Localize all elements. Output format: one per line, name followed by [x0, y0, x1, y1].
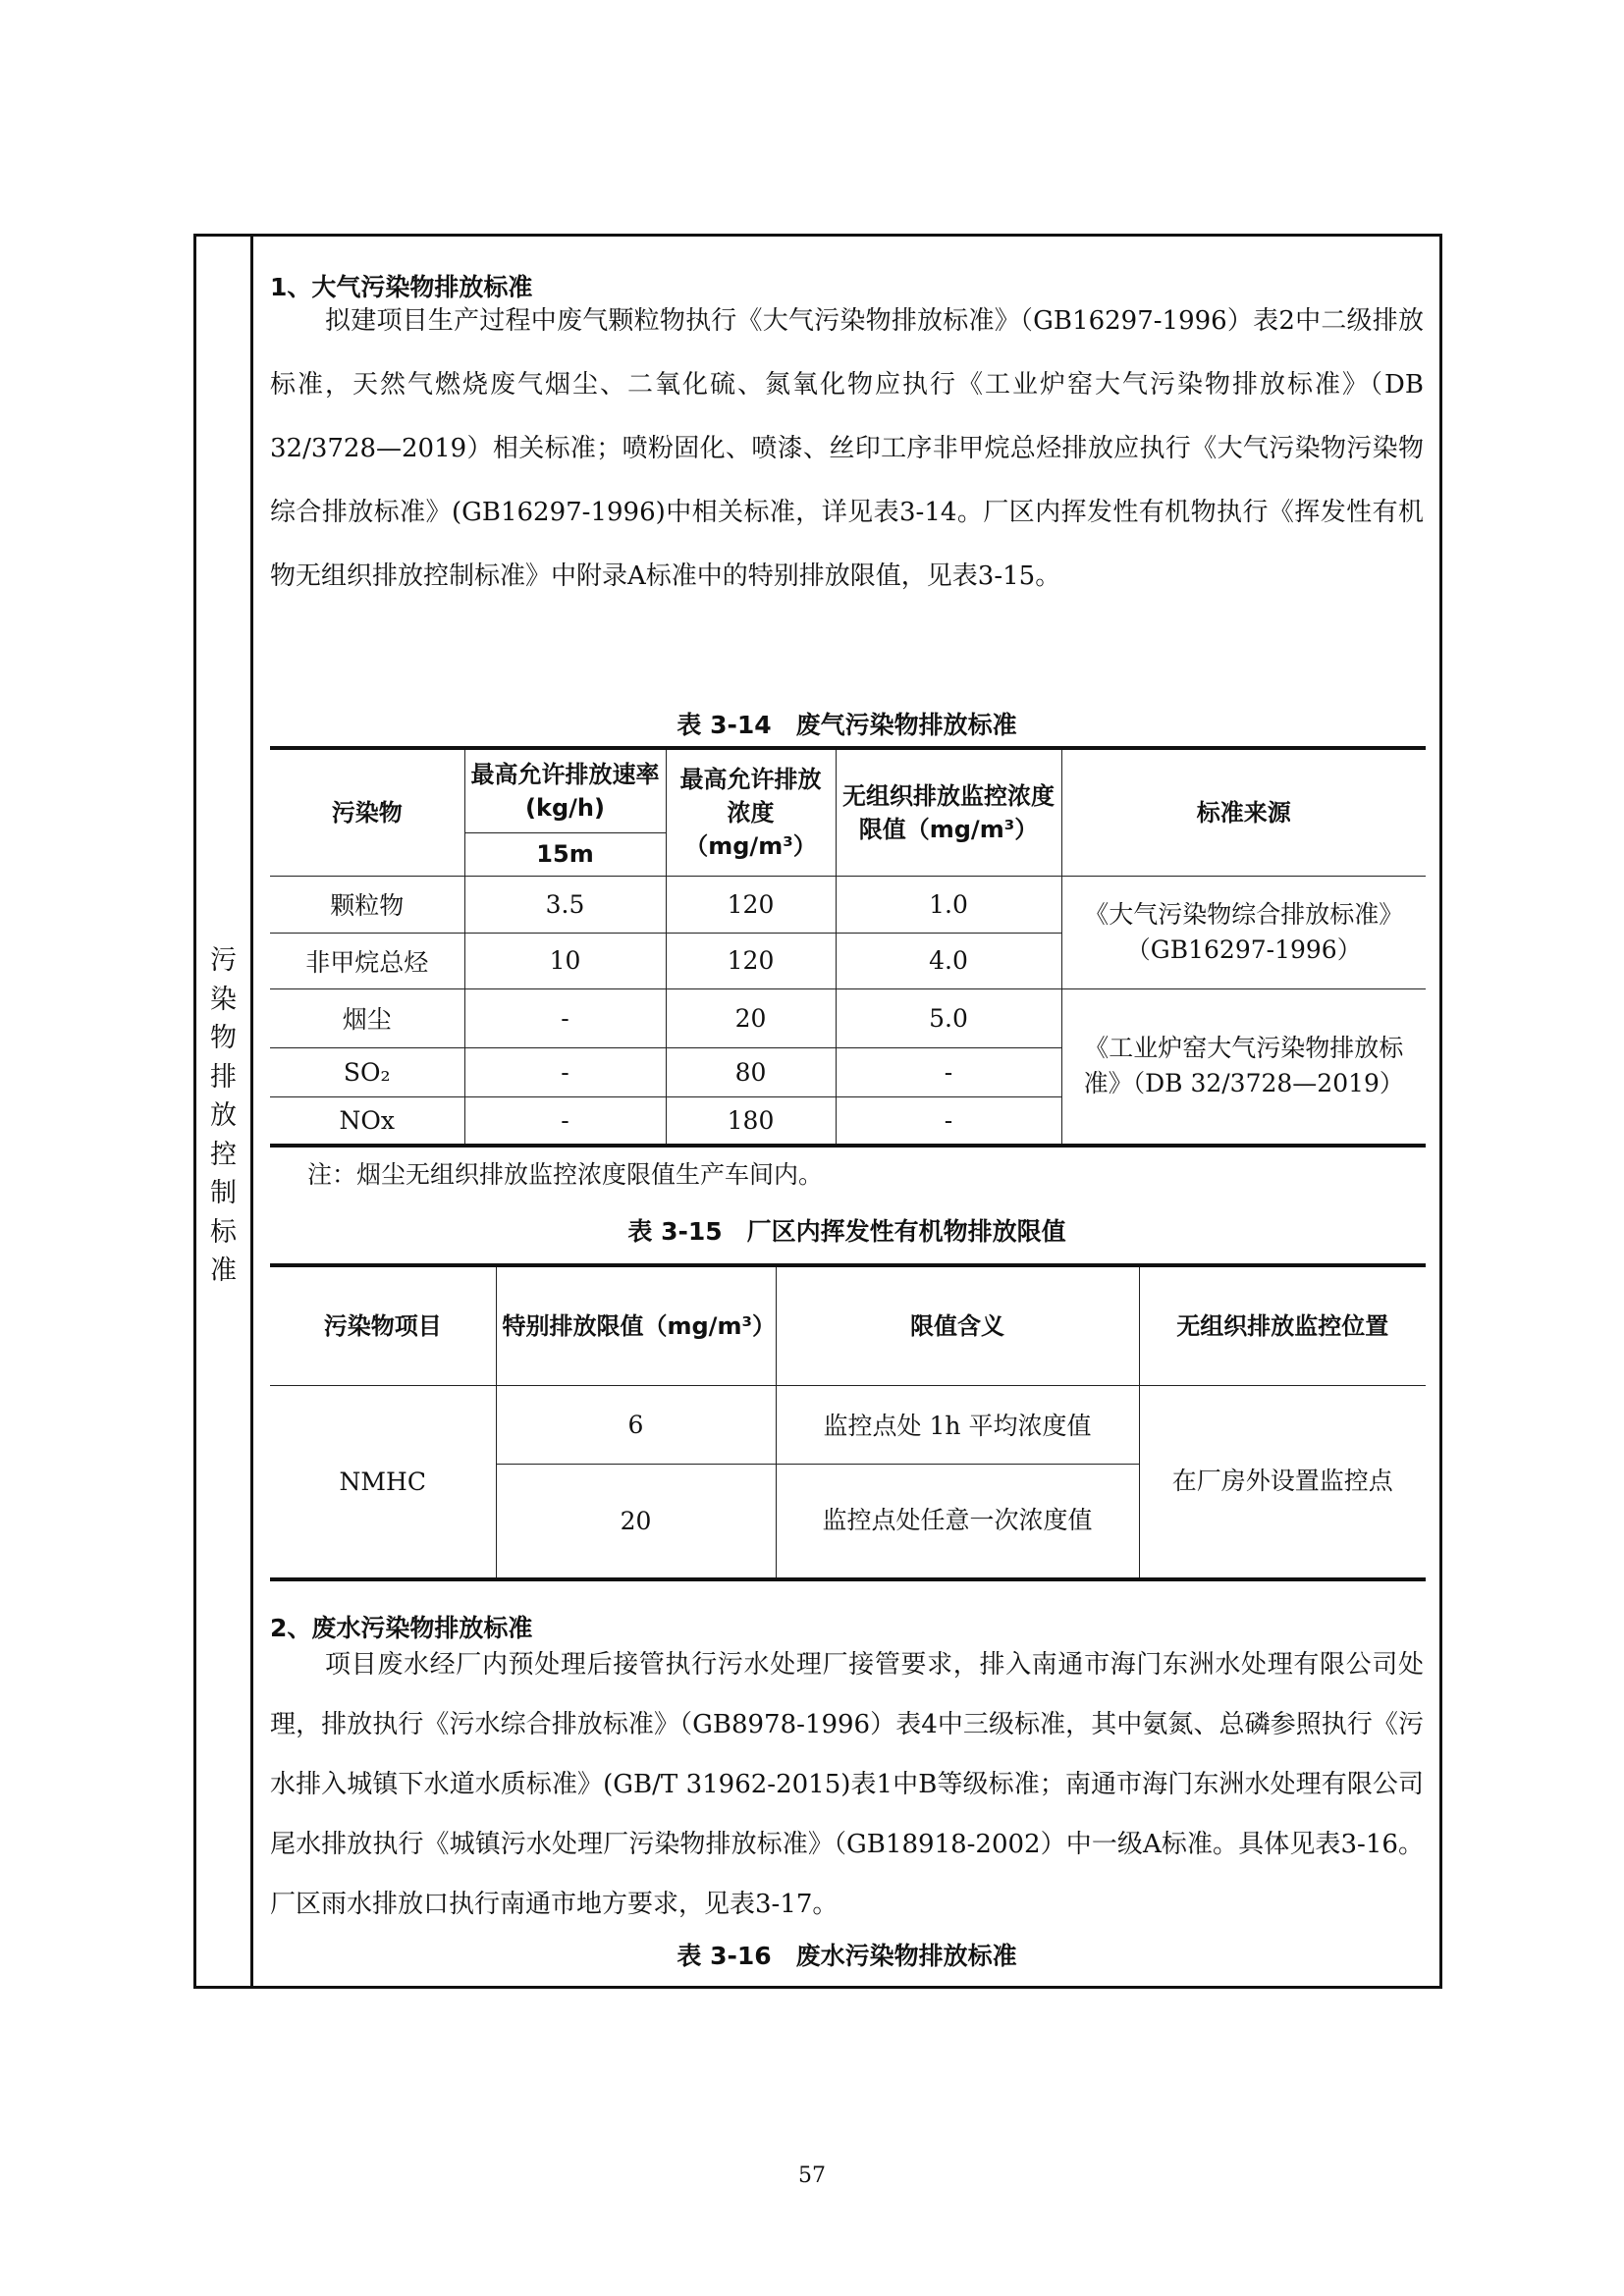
table-row	[270, 1385, 1426, 1464]
table-3-15-caption: 表 3-15 厂区内挥发性有机物排放限值	[627, 1217, 1066, 1246]
table-3-16-caption: 表 3-16 废水污染物排放标准	[677, 1942, 1017, 1970]
cell-pollutant: NOx	[270, 1096, 464, 1146]
cell-rate: 3.5	[464, 876, 666, 933]
header-rate-height: 15m	[464, 832, 666, 876]
header-concentration: 最高允许排放浓度（mg/m³）	[666, 748, 836, 876]
cell-limit: 20	[496, 1464, 776, 1579]
cell-fugitive: 1.0	[836, 876, 1061, 933]
cell-pollutant: 颗粒物	[270, 876, 464, 933]
cell-concentration: 180	[666, 1096, 836, 1146]
header-fugitive: 无组织排放监控浓度限值（mg/m³）	[836, 748, 1061, 876]
table-3-14-note: 注：烟尘无组织排放监控浓度限值生产车间内。	[307, 1160, 824, 1189]
cell-pollutant: 非甲烷总烃	[270, 933, 464, 988]
header-location: 无组织排放监控位置	[1139, 1265, 1426, 1385]
table-row	[270, 988, 1426, 1047]
section-2-paragraph: 项目废水经厂内预处理后接管执行污水处理厂接管要求，排入南通市海门东洲水处理有限公司处理，排放执行《污水综合排放标准》（GB8978-1996）表4中三级标准，其中氨氮、总磷参照执行《污水排入城镇下水道水质标准》(GB/T 31962-2015)表1中B等级标准；南通市海门东洲水处理有限公司尾水排放执行《城镇污水处理厂污染物排放标准》（GB18918-2002）中一级A标准。具体见表3-16。厂区雨水排放口执行南通市地方要求，见表3-17。	[270, 1650, 1424, 1919]
cell-rate: -	[464, 1096, 666, 1146]
table-row	[270, 876, 1426, 933]
table-3-15	[270, 1263, 1426, 1581]
side-label: 污 染 物 排 放 控 制 标 准	[210, 945, 237, 1286]
cell-concentration: 20	[666, 988, 836, 1047]
cell-pollutant: 烟尘	[270, 988, 464, 1047]
cell-rate: 10	[464, 933, 666, 988]
cell-fugitive: -	[836, 1096, 1061, 1146]
cell-rate: -	[464, 1047, 666, 1096]
cell-rate: -	[464, 988, 666, 1047]
cell-source-db32: 《工业炉窑大气污染物排放标准》（DB 32/3728—2019）	[1061, 988, 1426, 1146]
cell-concentration: 120	[666, 933, 836, 988]
cell-location: 在厂房外设置监控点	[1139, 1385, 1426, 1579]
cell-limit: 6	[496, 1385, 776, 1464]
cell-item: NMHC	[270, 1385, 496, 1579]
section-2-heading: 2、废水污染物排放标准	[270, 1614, 533, 1642]
cell-meaning: 监控点处 1h 平均浓度值	[776, 1385, 1139, 1464]
table-3-14	[270, 746, 1426, 1148]
document-frame	[193, 234, 1442, 1989]
cell-source-gb16297: 《大气污染物综合排放标准》（GB16297-1996）	[1061, 876, 1426, 988]
page-number: 57	[798, 2163, 826, 2188]
header-limit: 特别排放限值（mg/m³）	[496, 1265, 776, 1385]
section-1-heading: 1、大气污染物排放标准	[270, 273, 533, 301]
header-rate: 最高允许排放速率(kg/h)	[464, 748, 666, 832]
header-meaning: 限值含义	[776, 1265, 1139, 1385]
cell-concentration: 80	[666, 1047, 836, 1096]
section-1-paragraph: 拟建项目生产过程中废气颗粒物执行《大气污染物排放标准》（GB16297-1996）表2中二级排放标准，天然气燃烧废气烟尘、二氧化硫、氮氧化物应执行《工业炉窑大气污染物排放标准》（DB 32/3728—2019）相关标准；喷粉固化、喷漆、丝印工序非甲烷总烃排放应执行《大气污染物污染物综合排放标准》(GB16297-1996)中相关标准，详见表3-14。厂区内挥发性有机物执行《挥发性有机物无组织排放控制标准》中附录A标准中的特别排放限值，见表3-15。	[270, 306, 1424, 591]
table-3-14-caption: 表 3-14 废气污染物排放标准	[677, 711, 1017, 739]
cell-fugitive: 5.0	[836, 988, 1061, 1047]
header-item: 污染物项目	[270, 1265, 496, 1385]
cell-meaning: 监控点处任意一次浓度值	[776, 1464, 1139, 1579]
cell-concentration: 120	[666, 876, 836, 933]
cell-fugitive: 4.0	[836, 933, 1061, 988]
header-source: 标准来源	[1061, 748, 1426, 876]
header-pollutant: 污染物	[270, 748, 464, 876]
cell-fugitive: -	[836, 1047, 1061, 1096]
cell-pollutant: SO₂	[270, 1047, 464, 1096]
side-column	[196, 237, 253, 1986]
